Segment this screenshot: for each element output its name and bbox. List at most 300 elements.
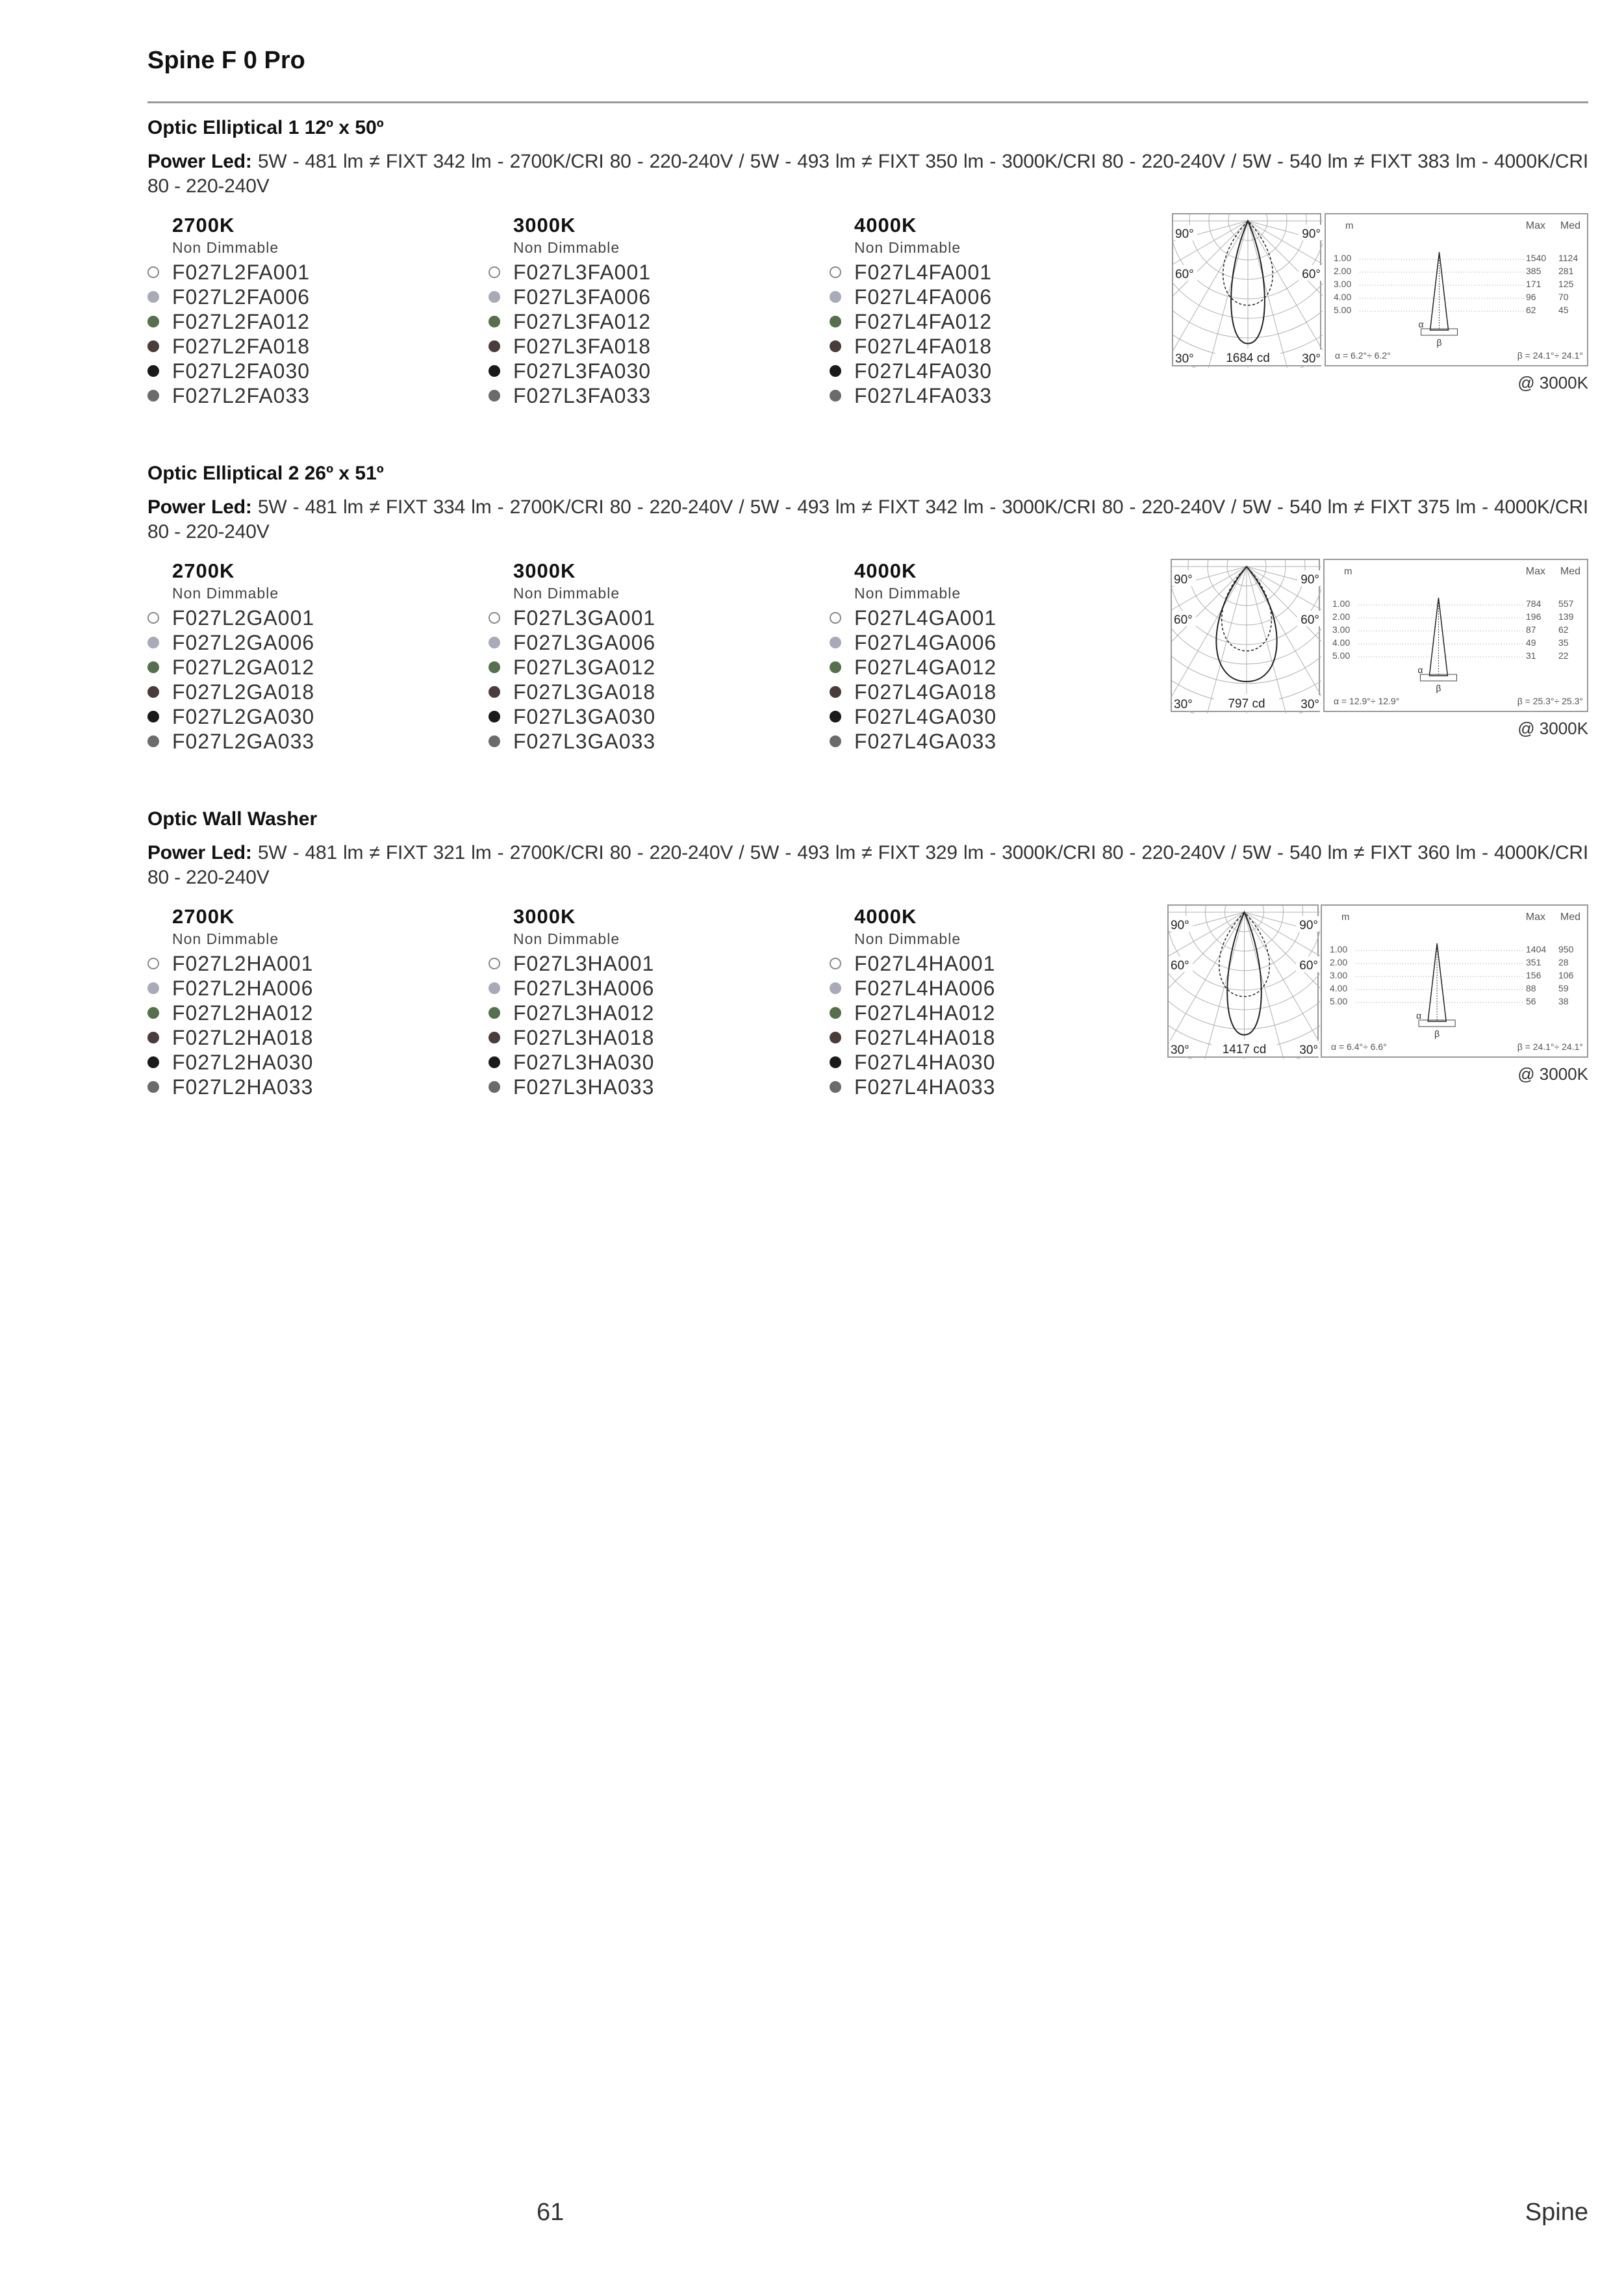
finish-color-swatch [830, 291, 841, 303]
color-temperature: 3000K [513, 214, 576, 236]
product-code-row [147, 1025, 472, 1050]
section-title: Optic Wall Washer [147, 808, 318, 830]
optic-section [147, 807, 1588, 1099]
alpha-beam-angle: α = 12.9°÷ 12.9° [1334, 696, 1400, 706]
polar-angle-label: 90° [1174, 573, 1193, 587]
product-code-row [488, 630, 813, 655]
product-code-row [147, 951, 472, 976]
finish-color-swatch [830, 1081, 841, 1093]
power-led-spec [147, 841, 1588, 890]
finish-color-swatch [830, 1007, 841, 1019]
product-code: F027L4FA006 [854, 285, 993, 309]
variant-column [488, 904, 813, 1099]
dimming-type: Non Dimmable [513, 239, 620, 256]
finish-color-swatch [147, 365, 159, 377]
med-illuminance: 1124 [1558, 253, 1579, 263]
finish-color-swatch [147, 661, 159, 673]
max-illuminance: 156 [1526, 970, 1542, 980]
power-led-values: 5W - 481 lm ≠ FIXT 342 lm - 2700K/CRI 80 - 220-240V / 5W - 493 lm ≠ FIXT 350 lm - 3000K/CRI 80 - 220-240V / 5W - 540 lm ≠ FIXT 383 lm - 4000K/CRI 80 - 220-240V [147, 151, 1588, 197]
product-code: F027L4GA006 [854, 631, 997, 654]
finish-color-swatch [147, 1081, 159, 1093]
polar-angle-label: 60° [1300, 613, 1319, 627]
product-code: F027L4HA033 [854, 1075, 996, 1099]
finish-color-swatch [830, 340, 841, 352]
product-code-row [488, 704, 813, 729]
max-illuminance: 1404 [1526, 944, 1547, 954]
dimming-type: Non Dimmable [172, 585, 279, 602]
finish-color-swatch [830, 686, 841, 698]
color-temperature: 4000K [854, 559, 917, 582]
product-code: F027L2FA030 [172, 359, 311, 383]
product-code: F027L3GA012 [513, 656, 656, 679]
product-code: F027L3FA001 [513, 261, 652, 284]
polar-angle-label: 90° [1302, 227, 1321, 241]
product-code-row [147, 704, 472, 729]
distance-value: 3.00 [1332, 624, 1351, 635]
product-code-row [830, 1025, 1154, 1050]
med-column-header: Med [1560, 566, 1580, 577]
product-code: F027L3FA018 [513, 335, 652, 358]
med-illuminance: 59 [1558, 983, 1569, 993]
variant-column [830, 559, 1154, 754]
finish-color-swatch [830, 735, 841, 747]
polar-angle-label: 30° [1299, 1043, 1318, 1057]
product-code: F027L2GA018 [172, 680, 315, 704]
max-illuminance: 49 [1526, 637, 1536, 648]
product-code-row [147, 1075, 472, 1099]
product-code: F027L2FA018 [172, 335, 311, 358]
med-illuminance: 35 [1558, 637, 1569, 648]
finish-color-swatch [830, 316, 841, 327]
dimming-type: Non Dimmable [513, 585, 620, 602]
color-temperature: 4000K [854, 905, 917, 928]
product-code: F027L2GA006 [172, 631, 315, 654]
optic-section [147, 116, 1588, 407]
polar-angle-label: 90° [1175, 227, 1194, 241]
product-code: F027L4HA001 [854, 952, 996, 975]
distance-value: 2.00 [1334, 266, 1352, 276]
distance-value: 2.00 [1330, 957, 1348, 967]
product-code-list [147, 606, 472, 754]
distance-value: 3.00 [1334, 279, 1352, 289]
product-code-row [488, 729, 813, 754]
product-code-row [147, 260, 472, 285]
finish-color-swatch [147, 982, 159, 994]
variant-column [147, 904, 472, 1099]
product-code: F027L2FA012 [172, 310, 311, 333]
product-code-row [830, 334, 1154, 359]
product-code-row [830, 976, 1154, 1001]
product-code: F027L2FA033 [172, 384, 311, 407]
reference-temperature-note: @ 3000K [1517, 1064, 1588, 1084]
product-code-list [830, 606, 1154, 754]
distance-value: 4.00 [1334, 292, 1352, 302]
product-code: F027L3HA001 [513, 952, 655, 975]
finish-color-swatch [488, 711, 500, 722]
med-illuminance: 22 [1558, 650, 1569, 661]
finish-color-swatch [147, 291, 159, 303]
peak-intensity: 797 cd [1228, 697, 1265, 711]
product-code-row [147, 655, 472, 680]
product-code: F027L2HA030 [172, 1051, 314, 1074]
power-led-label: Power Led: [147, 842, 252, 863]
product-code-list [147, 951, 472, 1099]
polar-angle-label: 60° [1175, 268, 1194, 281]
product-code-row [488, 680, 813, 704]
product-code: F027L2GA001 [172, 606, 315, 630]
finish-color-swatch [488, 316, 500, 327]
product-code-row [488, 1050, 813, 1075]
peak-intensity: 1417 cd [1222, 1043, 1267, 1056]
product-code: F027L2FA001 [172, 261, 311, 284]
power-led-values: 5W - 481 lm ≠ FIXT 334 lm - 2700K/CRI 80 - 220-240V / 5W - 493 lm ≠ FIXT 342 lm - 3000K/CRI 80 - 220-240V / 5W - 540 lm ≠ FIXT 375 lm - 4000K/CRI 80 - 220-240V [147, 496, 1588, 543]
product-code: F027L3HA006 [513, 977, 655, 1000]
illuminance-cone-table [1323, 559, 1588, 712]
max-illuminance: 88 [1526, 983, 1536, 993]
section-title: Optic Elliptical 2 26º x 51º [147, 463, 384, 484]
beta-beam-angle: β = 25.3°÷ 25.3° [1517, 696, 1583, 706]
product-code: F027L3FA033 [513, 384, 652, 407]
max-illuminance: 62 [1526, 305, 1536, 315]
finish-color-swatch [488, 686, 500, 698]
finish-color-swatch [830, 266, 841, 278]
finish-color-swatch [830, 1032, 841, 1043]
product-code: F027L3GA030 [513, 705, 656, 728]
reference-temperature-note: @ 3000K [1517, 719, 1588, 738]
product-code: F027L4FA001 [854, 261, 993, 284]
max-illuminance: 96 [1526, 292, 1536, 302]
power-led-values: 5W - 481 lm ≠ FIXT 321 lm - 2700K/CRI 80 - 220-240V / 5W - 493 lm ≠ FIXT 329 lm - 3000K/CRI 80 - 220-240V / 5W - 540 lm ≠ FIXT 360 lm - 4000K/CRI 80 - 220-240V [147, 842, 1588, 888]
product-code-row [488, 1075, 813, 1099]
finish-color-swatch [488, 1056, 500, 1068]
variant-columns [147, 213, 1161, 421]
finish-color-swatch [830, 1056, 841, 1068]
product-code-row [830, 630, 1154, 655]
product-code-list [830, 260, 1154, 408]
power-led-label: Power Led: [147, 496, 252, 518]
product-code-row [147, 285, 472, 309]
product-code-list [147, 260, 472, 408]
distance-value: 5.00 [1334, 305, 1352, 315]
dimming-type: Non Dimmable [513, 930, 620, 947]
finish-color-swatch [147, 958, 159, 969]
product-code: F027L4GA012 [854, 656, 997, 679]
variant-columns [147, 559, 1161, 767]
product-code: F027L3HA033 [513, 1075, 655, 1099]
product-code: F027L3HA030 [513, 1051, 655, 1074]
dimming-type: Non Dimmable [854, 585, 961, 602]
alpha-marker: α [1417, 665, 1423, 675]
distance-value: 5.00 [1330, 996, 1348, 1006]
finish-color-swatch [147, 637, 159, 648]
product-code-list [488, 951, 813, 1099]
max-illuminance: 351 [1526, 957, 1542, 967]
finish-color-swatch [830, 612, 841, 624]
dimming-type: Non Dimmable [854, 930, 961, 947]
distance-unit: m [1345, 220, 1354, 231]
finish-color-swatch [830, 958, 841, 969]
product-code: F027L4FA033 [854, 384, 993, 407]
product-code: F027L3FA012 [513, 310, 652, 333]
product-code-row [147, 729, 472, 754]
finish-color-swatch [488, 612, 500, 624]
distance-value: 5.00 [1332, 650, 1351, 661]
finish-color-swatch [488, 1081, 500, 1093]
alpha-beam-angle: α = 6.4°÷ 6.6° [1331, 1041, 1387, 1052]
beta-beam-angle: β = 24.1°÷ 24.1° [1517, 1041, 1583, 1052]
product-code: F027L3GA006 [513, 631, 656, 654]
polar-angle-label: 30° [1302, 352, 1321, 366]
alpha-marker: α [1418, 319, 1424, 329]
distance-unit: m [1341, 912, 1350, 923]
polar-light-distribution [1167, 904, 1319, 1058]
product-code-row [488, 359, 813, 383]
finish-color-swatch [488, 1032, 500, 1043]
product-code: F027L2HA001 [172, 952, 314, 975]
product-code-row [488, 260, 813, 285]
med-illuminance: 62 [1558, 624, 1569, 635]
distance-value: 1.00 [1332, 598, 1351, 609]
variant-column [488, 213, 813, 408]
beta-marker: β [1436, 337, 1442, 348]
beta-marker: β [1434, 1028, 1440, 1039]
distance-value: 3.00 [1330, 970, 1348, 980]
dimming-type: Non Dimmable [854, 239, 961, 256]
product-code-row [488, 1001, 813, 1025]
product-code: F027L4GA018 [854, 680, 997, 704]
color-temperature: 3000K [513, 559, 576, 582]
finish-color-swatch [488, 1007, 500, 1019]
max-column-header: Max [1525, 566, 1545, 577]
product-code-row [830, 1001, 1154, 1025]
product-code-row [830, 1075, 1154, 1099]
power-led-spec [147, 495, 1588, 544]
color-temperature: 2700K [172, 905, 235, 928]
product-code: F027L2FA006 [172, 285, 311, 309]
product-code-row [830, 260, 1154, 285]
finish-color-swatch [830, 365, 841, 377]
finish-color-swatch [147, 390, 159, 402]
finish-color-swatch [488, 340, 500, 352]
product-code-list [830, 951, 1154, 1099]
power-led-spec [147, 149, 1588, 199]
variant-column [830, 904, 1154, 1099]
polar-light-distribution [1171, 559, 1320, 712]
product-code: F027L4FA018 [854, 335, 993, 358]
product-code: F027L4HA018 [854, 1026, 996, 1049]
color-temperature: 3000K [513, 905, 576, 928]
finish-color-swatch [488, 637, 500, 648]
product-code: F027L4HA012 [854, 1001, 996, 1025]
finish-color-swatch [830, 661, 841, 673]
med-illuminance: 139 [1558, 611, 1574, 622]
product-code-row [147, 606, 472, 630]
product-code-row [830, 1050, 1154, 1075]
distance-value: 4.00 [1332, 637, 1351, 648]
product-code-row [147, 680, 472, 704]
product-code: F027L3GA018 [513, 680, 656, 704]
finish-color-swatch [488, 291, 500, 303]
finish-color-swatch [488, 735, 500, 747]
max-illuminance: 385 [1526, 266, 1542, 276]
product-code-row [488, 383, 813, 408]
finish-color-swatch [488, 661, 500, 673]
product-code: F027L3FA006 [513, 285, 652, 309]
finish-color-swatch [147, 735, 159, 747]
product-code: F027L4HA006 [854, 977, 996, 1000]
med-illuminance: 38 [1558, 996, 1569, 1006]
beta-marker: β [1436, 683, 1441, 693]
finish-color-swatch [830, 637, 841, 648]
polar-angle-label: 60° [1302, 268, 1321, 281]
max-illuminance: 784 [1526, 598, 1542, 609]
product-code: F027L3GA033 [513, 730, 656, 753]
finish-color-swatch [147, 612, 159, 624]
med-illuminance: 106 [1558, 970, 1574, 980]
product-code-row [147, 359, 472, 383]
section-title: Optic Elliptical 1 12º x 50º [147, 117, 384, 138]
med-column-header: Med [1560, 912, 1580, 923]
polar-angle-label: 90° [1299, 919, 1318, 932]
distance-value: 4.00 [1330, 983, 1348, 993]
product-code-row [488, 309, 813, 334]
product-code: F027L4GA001 [854, 606, 997, 630]
product-code-row [830, 729, 1154, 754]
illuminance-cone-table [1321, 904, 1588, 1058]
product-code-row [488, 334, 813, 359]
max-illuminance: 31 [1526, 650, 1536, 661]
med-illuminance: 70 [1558, 292, 1569, 302]
product-code: F027L4GA030 [854, 705, 997, 728]
product-code-row [147, 309, 472, 334]
polar-angle-label: 90° [1171, 919, 1189, 932]
product-code-row [830, 655, 1154, 680]
alpha-beam-angle: α = 6.2°÷ 6.2° [1335, 350, 1391, 361]
product-code-row [488, 951, 813, 976]
polar-angle-label: 60° [1174, 613, 1193, 627]
reference-temperature-note: @ 3000K [1517, 373, 1588, 392]
product-code-row [488, 976, 813, 1001]
variant-columns [147, 904, 1161, 1112]
distance-value: 1.00 [1334, 253, 1352, 263]
finish-color-swatch [147, 266, 159, 278]
product-code-row [488, 606, 813, 630]
product-code-row [147, 1050, 472, 1075]
page-title: Spine F 0 Pro [147, 47, 305, 74]
finish-color-swatch [147, 1007, 159, 1019]
product-code: F027L3HA018 [513, 1026, 655, 1049]
dimming-type: Non Dimmable [172, 239, 279, 256]
peak-intensity: 1684 cd [1226, 351, 1270, 365]
product-code-row [830, 704, 1154, 729]
finish-color-swatch [488, 266, 500, 278]
finish-color-swatch [147, 711, 159, 722]
product-code-row [830, 309, 1154, 334]
polar-angle-label: 60° [1299, 959, 1318, 973]
max-illuminance: 1540 [1526, 253, 1547, 263]
max-illuminance: 171 [1526, 279, 1542, 289]
finish-color-swatch [488, 390, 500, 402]
color-temperature: 2700K [172, 559, 235, 582]
polar-angle-label: 30° [1300, 698, 1319, 711]
product-code-row [488, 1025, 813, 1050]
footer-label: Spine [1525, 2199, 1588, 2226]
product-code: F027L4FA030 [854, 359, 993, 383]
product-code-row [147, 334, 472, 359]
product-code-row [830, 383, 1154, 408]
product-code: F027L2GA030 [172, 705, 315, 728]
finish-color-swatch [830, 982, 841, 994]
max-column-header: Max [1525, 220, 1545, 231]
polar-angle-label: 90° [1300, 573, 1319, 587]
beta-beam-angle: β = 24.1°÷ 24.1° [1517, 350, 1583, 361]
finish-color-swatch [830, 390, 841, 402]
color-temperature: 2700K [172, 214, 235, 236]
polar-light-distribution [1172, 213, 1321, 366]
distance-unit: m [1344, 566, 1352, 577]
product-code: F027L2GA012 [172, 656, 315, 679]
product-code-row [488, 285, 813, 309]
variant-column [488, 559, 813, 754]
product-code: F027L3GA001 [513, 606, 656, 630]
med-illuminance: 950 [1558, 944, 1574, 954]
max-illuminance: 196 [1526, 611, 1542, 622]
page-number: 61 [537, 2199, 565, 2226]
product-code: F027L3HA012 [513, 1001, 655, 1025]
distance-value: 2.00 [1332, 611, 1351, 622]
title-divider [147, 101, 1588, 103]
max-illuminance: 56 [1526, 996, 1536, 1006]
med-illuminance: 281 [1558, 266, 1574, 276]
optic-section [147, 461, 1588, 753]
max-column-header: Max [1525, 912, 1545, 923]
med-illuminance: 28 [1558, 957, 1569, 967]
dimming-type: Non Dimmable [172, 930, 279, 947]
max-illuminance: 87 [1526, 624, 1536, 635]
finish-color-swatch [147, 316, 159, 327]
product-code: F027L3FA030 [513, 359, 652, 383]
product-code: F027L2HA018 [172, 1026, 314, 1049]
variant-column [147, 559, 472, 754]
finish-color-swatch [488, 982, 500, 994]
med-illuminance: 125 [1558, 279, 1574, 289]
alpha-marker: α [1416, 1010, 1422, 1021]
product-code-row [830, 606, 1154, 630]
product-code-list [488, 260, 813, 408]
product-code: F027L2HA012 [172, 1001, 314, 1025]
finish-color-swatch [147, 340, 159, 352]
product-code-row [830, 951, 1154, 976]
product-code-row [147, 1001, 472, 1025]
polar-angle-label: 30° [1174, 698, 1193, 711]
distance-value: 1.00 [1330, 944, 1348, 954]
product-code-row [830, 680, 1154, 704]
finish-color-swatch [147, 686, 159, 698]
variant-column [147, 213, 472, 408]
finish-color-swatch [488, 958, 500, 969]
product-code-row [830, 359, 1154, 383]
product-code: F027L2HA006 [172, 977, 314, 1000]
med-illuminance: 45 [1558, 305, 1569, 315]
product-code: F027L2GA033 [172, 730, 315, 753]
product-code: F027L4HA030 [854, 1051, 996, 1074]
product-code: F027L4FA012 [854, 310, 993, 333]
product-code-row [147, 976, 472, 1001]
product-code-list [488, 606, 813, 754]
polar-angle-label: 30° [1171, 1043, 1189, 1057]
product-code-row [488, 655, 813, 680]
finish-color-swatch [147, 1056, 159, 1068]
